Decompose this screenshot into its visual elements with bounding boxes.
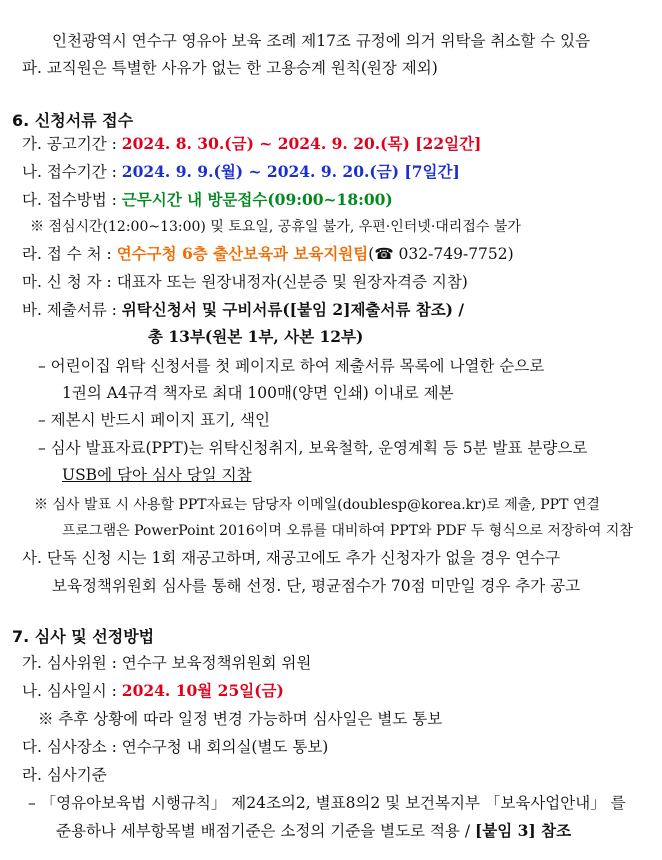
note-line: ※ 심사 발표 시 사용할 PPT자료는 담당자 이메일(doublesp@korea.kr)로 제출, PPT 연결 [34,497,600,513]
note-line: ※ 추후 상황에 따라 일정 변경 가능하며 심사일은 별도 통보 [38,710,443,728]
dash-line: – 「영유아보육법 시행규칙」 제24조의2, 별표8의2 및 보건복지부 「보육사업안내」 를 [28,794,626,812]
item-documents [22,299,464,321]
item-application-period [22,133,481,155]
item-value: 2024. 8. 30.(금) ~ 2024. 9. 20.(목) [22일간] [121,134,482,153]
dash-line-cont: 1권의 A4규격 책자로 최대 100매(양면 인쇄) 이내로 제본 [62,384,454,402]
dash-line: – 심사 발표자료(PPT)는 위탁신청취지, 보육철학, 운영계획 등 5분 발표 분량으로 [38,439,588,457]
item-receipt-period [22,161,460,183]
item-value-cont: 총 13부(원본 1부, 사본 12부) [148,327,364,346]
phone-number: (☎ 032-749-7752) [368,245,514,263]
item-review-criteria: 라. 심사기준 [22,766,107,784]
item-applicant [22,271,468,293]
section-title: 7. 심사 및 선정방법 [12,627,155,646]
item-label: 가. 공고기간 : [22,135,122,153]
item-value: 대표자 또는 원장내정자(신분증 및 원장자격증 지참) [116,273,468,291]
dash-line-cont: USB에 담아 심사 당일 지참 [62,466,252,484]
item-value: 2024. 10월 25일(금) [121,681,284,700]
note-line-cont: 프로그램은 PowerPoint 2016이며 오류를 대비하여 PPT와 PDF 두 형식으로 저장하여 지참 [62,523,633,539]
item-label: 바. 제출서류 : [22,301,122,319]
dash-line: – 제본시 반드시 페이지 표기, 색인 [38,411,270,429]
item-review-place: 다. 심사장소 : 연수구청 내 회의실(별도 통보) [22,738,329,756]
item-single-applicant: 사. 단독 신청 시는 1회 재공고하며, 재공고에도 추가 신청자가 없을 경우 연수구 [22,549,561,567]
item-value: 연수구청 6층 출산보육과 보육지원팀 [116,244,369,263]
text-line: 인천광역시 연수구 영유아 보육 조례 제17조 규정에 의거 위탁을 취소할 수 있음 [52,32,591,50]
item-review-date [22,680,284,702]
item-value: 2024. 9. 9.(월) ~ 2024. 9. 20.(금) [7일간] [121,162,460,181]
item-label: 다. 접수방법 : [22,191,122,209]
text-line: 파. 교직원은 특별한 사유가 없는 한 고용승계 원칙(원장 제외) [22,59,438,77]
item-label: 나. 접수기간 : [22,163,122,181]
text-span: 준용하나 세부항목별 배점기준은 소정의 기준을 별도로 적용 / [56,822,475,840]
item-single-applicant-cont: 보육정책위원회 심사를 통해 선정. 단, 평균점수가 70점 미만일 경우 추가 공고 [52,577,581,595]
item-label: 마. 신 청 자 : [22,273,117,291]
item-judges: 가. 심사위원 : 연수구 보육정책위원회 위원 [22,654,312,672]
dash-line-cont [56,820,571,842]
section-title: 6. 신청서류 접수 [12,111,134,130]
attachment-reference: [붙임 3] 참조 [474,821,572,840]
item-value: 근무시간 내 방문접수(09:00~18:00) [121,190,393,209]
item-value: 위탁신청서 및 구비서류([붙임 2]제출서류 참조) / [121,300,465,319]
item-receipt-method [22,189,393,211]
dash-line: – 어린이집 위탁 신청서를 첫 페이지로 하여 제출서류 목록에 나열한 순으로 [38,357,545,375]
item-receipt-place [22,243,514,265]
note-line: ※ 점심시간(12:00~13:00) 및 토요일, 공휴일 불가, 우편·인터넷·대리접수 불가 [30,219,521,235]
item-label: 나. 심사일시 : [22,682,122,700]
item-label: 라. 접 수 처 : [22,245,117,263]
